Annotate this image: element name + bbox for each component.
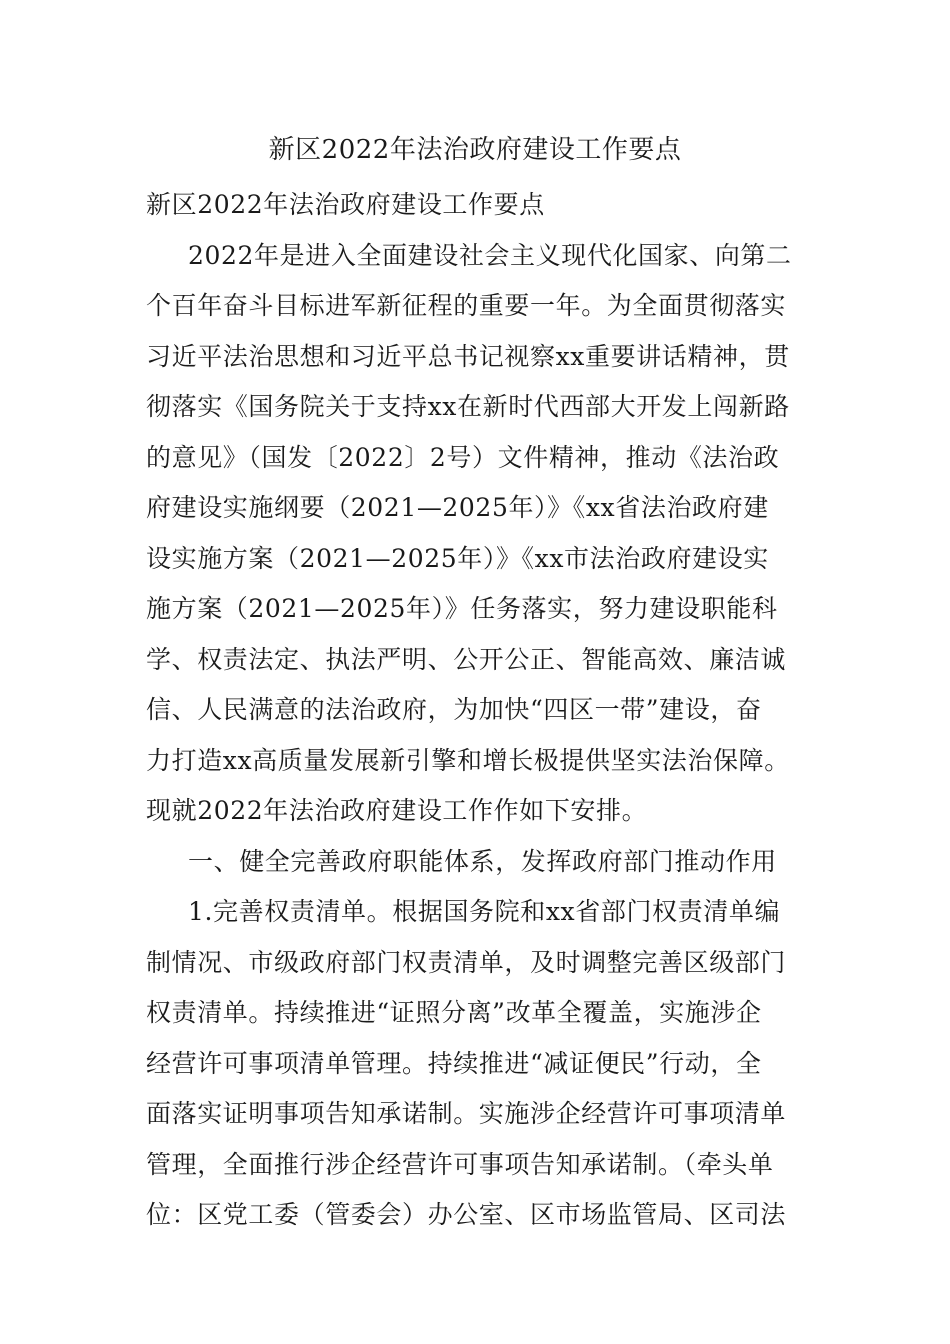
paragraph-line: 管理，全面推行涉企经营许可事项告知承诺制。（牵头单 — [146, 1149, 774, 1179]
paragraph-line: 个百年奋斗目标进军新征程的重要一年。为全面贯彻落实 — [146, 291, 787, 320]
subtitle-line: 新区2022年法治政府建设工作要点 — [146, 190, 545, 219]
paragraph-line: 彻落实《国务院关于支持xx在新时代西部大开发上闯新路 — [146, 392, 790, 421]
paragraph-line: 现就2022年法治政府建设工作作如下安排。 — [146, 796, 648, 825]
paragraph-line: 府建设实施纲要（2021—2025年）》《xx省法治政府建 — [146, 493, 769, 522]
paragraph-line: 力打造xx高质量发展新引擎和增长极提供坚实法治保障。 — [146, 745, 790, 775]
paragraph-line: 位：区党工委（管委会）办公室、区市场监管局、区司法 — [146, 1200, 787, 1229]
paragraph-line: 的意见》（国发〔2022〕2号）文件精神，推动《法治政 — [146, 442, 780, 472]
section-heading: 一、健全完善政府职能体系，发挥政府部门推动作用 — [188, 846, 777, 876]
paragraph-line: 制情况、市级政府部门权责清单，及时调整完善区级部门 — [146, 947, 787, 977]
paragraph-line: 学、权责法定、执法严明、公开公正、智能高效、廉洁诚 — [146, 644, 787, 674]
paragraph-line: 习近平法治思想和习近平总书记视察xx重要讲话精神，贯 — [146, 341, 790, 371]
paragraph-line: 设实施方案（2021—2025年）》《xx市法治政府建设实 — [146, 543, 769, 573]
paragraph-line: 2022年是进入全面建设社会主义现代化国家、向第二 — [188, 240, 792, 270]
paragraph-line: 1.完善权责清单。根据国务院和xx省部门权责清单编 — [188, 897, 781, 926]
paragraph-line: 信、人民满意的法治政府，为加快“四区一带”建设，奋 — [146, 695, 762, 724]
paragraph-line: 经营许可事项清单管理。持续推进“减证便民”行动，全 — [146, 1048, 762, 1078]
document-title: 新区2022年法治政府建设工作要点 — [268, 135, 682, 165]
paragraph-line: 施方案（2021—2025年）》任务落实，努力建设职能科 — [146, 594, 778, 623]
paragraph-line: 面落实证明事项告知承诺制。实施涉企经营许可事项清单 — [146, 1099, 787, 1128]
document-body — [146, 180, 806, 1241]
paragraph-line: 权责清单。持续推进“证照分离”改革全覆盖，实施涉企 — [146, 998, 762, 1027]
